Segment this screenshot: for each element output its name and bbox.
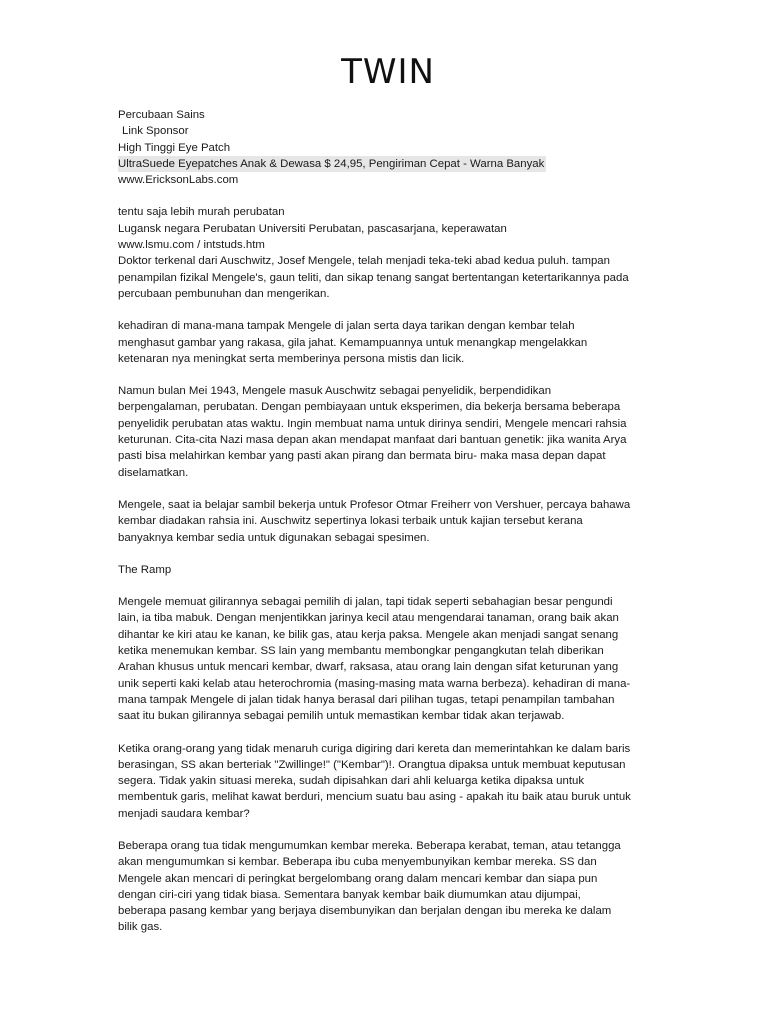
text-line: Ketika orang-orang yang tidak menaruh curiga digiring dari kereta dan memerintahkan ke dalam baris	[118, 742, 631, 755]
text-line: kehadiran di mana-mana tampak Mengele di jalan serta daya tarikan dengan kembar telah	[118, 320, 575, 333]
text-line: beberapa pasang kembar yang berjaya disembunyikan dan berjalan dengan ibu mereka ke dalam	[118, 905, 612, 918]
text-line: berpengalaman, perubatan. Dengan pembiayaan untuk eksperimen, dia bekerja bersama beberapa	[118, 401, 621, 414]
text-line: Arahan khusus untuk mencari kembar, dwarf, raksasa, atau orang lain dengan sifat keturunan yang	[118, 661, 619, 674]
text-line: unik seperti kaki kelab atau heterochromia (masing-masing mata warna berbeza). kehadiran di mana-	[118, 677, 631, 690]
text-line: penampilan fizikal Mengele's, gaun teliti, dan sikap tenang sangat bertentangan ketertarikannya pada	[118, 271, 629, 284]
text-line: kembar diadakan rahsia ini. Auschwitz sepertinya lokasi terbaik untuk kajian tersebut kerana	[118, 515, 583, 528]
text-line: akan mengumumkan si kembar. Beberapa ibu cuba menyembunyikan kembar mereka. SS dan	[118, 856, 597, 869]
intro-block	[118, 107, 658, 188]
text-line: dengan ciri-ciri yang tidak biasa. Sementara banyak kembar baik diumumkan atau dijumpai,	[118, 888, 581, 901]
ad-url-link[interactable]: www.EricksonLabs.com	[118, 174, 239, 187]
paragraph-6	[118, 741, 658, 822]
text-line: Namun bulan Mei 1943, Mengele masuk Auschwitz sebagai penyelidik, berpendidikan	[118, 385, 552, 398]
text-line: menjadi saudara kembar?	[118, 807, 250, 820]
text-line: menghasut gambar yang rakasa, gila jahat. Kemampuannya untuk menangkap mengelakkan	[118, 336, 588, 349]
text-line: Mengele memuat gilirannya sebagai pemilih di jalan, tapi tidak seperti sebahagian besar pengundi	[118, 596, 613, 609]
text-line: bilik gas.	[118, 921, 163, 934]
text-line: pasti bisa melahirkan kembar yang pasti akan pirang dan bermata biru- maka masa depan dapat	[118, 450, 606, 463]
paragraph-2	[118, 318, 658, 367]
paragraph-4	[118, 497, 658, 546]
ad-headline: High Tinggi Eye Patch	[118, 141, 231, 154]
paragraph-3	[118, 383, 658, 481]
paragraph-5	[118, 594, 658, 724]
text-line: berasingan, SS akan berteriak "Zwillinge!" ("Kembar")!. Orangtua dipaksa untuk membuat keputusan	[118, 758, 626, 771]
text-line: percubaan pembunuhan dan mengerikan.	[118, 287, 330, 300]
text-line: mana tampak Mengele di jalan tidak hanya berasal dari pilihan tugas, tetapi penampilan tambahan	[118, 693, 615, 706]
text-line: Mengele akan mencari di peringkat bergelombang orang dalam mencari kembar dan siapa pun	[118, 872, 598, 885]
text-line: dihantar ke kiri atau ke kanan, ke bilik gas, atau kerja paksa. Mengele akan menjadi sangat senang	[118, 628, 619, 641]
text-line: segera. Tidak yakin situasi mereka, sudah dipisahkan dari ahli keluarga ketika dipaksa untuk	[118, 775, 585, 788]
study-ad-link[interactable]: www.lsmu.com / intstuds.htm	[118, 239, 265, 252]
document-page	[118, 0, 658, 936]
text-line: keturunan. Cita-cita Nazi masa depan akan mendapat manfaat dari bantuan genetik: jika wanita Arya	[118, 434, 627, 447]
text-line: lain, ia tiba mabuk. Dengan menjentikkan jarinya kecil atau mengendarai tanaman, orang baik akan	[118, 612, 619, 625]
text-line: Beberapa orang tua tidak mengumumkan kembar mereka. Beberapa kerabat, teman, atau tetangga	[118, 839, 621, 852]
text-line: ketenaran nya meningkat serta memberinya persona mistis dan licik.	[118, 352, 465, 365]
study-ad-line: Lugansk negara Perubatan Universiti Perubatan, pascasarjana, keperawatan	[118, 222, 507, 235]
paragraph-7	[118, 838, 658, 936]
text-line: membentuk garis, melihat kawat berduri, mencium suatu bau asing - apakah itu baik atau buruk untuk	[118, 791, 631, 804]
text-line: banyaknya kembar sedia untuk digunakan sebagai spesimen.	[118, 531, 430, 544]
study-ad-block	[118, 204, 658, 253]
category-label: Percubaan Sains	[118, 109, 205, 121]
document-title: TWIN	[341, 52, 435, 92]
ad-text: UltraSuede Eyepatches Anak & Dewasa $ 24,95, Pengiriman Cepat - Warna Banyak	[118, 156, 546, 172]
paragraph-1	[118, 253, 658, 302]
text-line: Mengele, saat ia belajar sambil bekerja untuk Profesor Otmar Freiherr von Vershuer, percaya bahawa	[118, 498, 631, 511]
text-line: diselamatkan.	[118, 466, 189, 479]
study-ad-line: tentu saja lebih murah perubatan	[118, 206, 285, 219]
text-line: saat itu bukan gilirannya sebagai pemilih untuk memastikan kembar tidak akan terjawab.	[118, 710, 565, 723]
section-heading-ramp: The Ramp	[118, 563, 172, 576]
text-line: penyelidik perubatan atas waktu. Ingin membuat nama untuk dirinya sendiri, Mengele mencari rahsia	[118, 417, 627, 430]
sponsor-label: Link Sponsor	[122, 125, 189, 138]
text-line: ketika menemukan kembar. SS lain yang membantu membongkar pengangkutan telah diberikan	[118, 645, 604, 658]
text-line: Doktor terkenal dari Auschwitz, Josef Mengele, telah menjadi teka-teki abad kedua puluh. tampan	[118, 255, 610, 268]
